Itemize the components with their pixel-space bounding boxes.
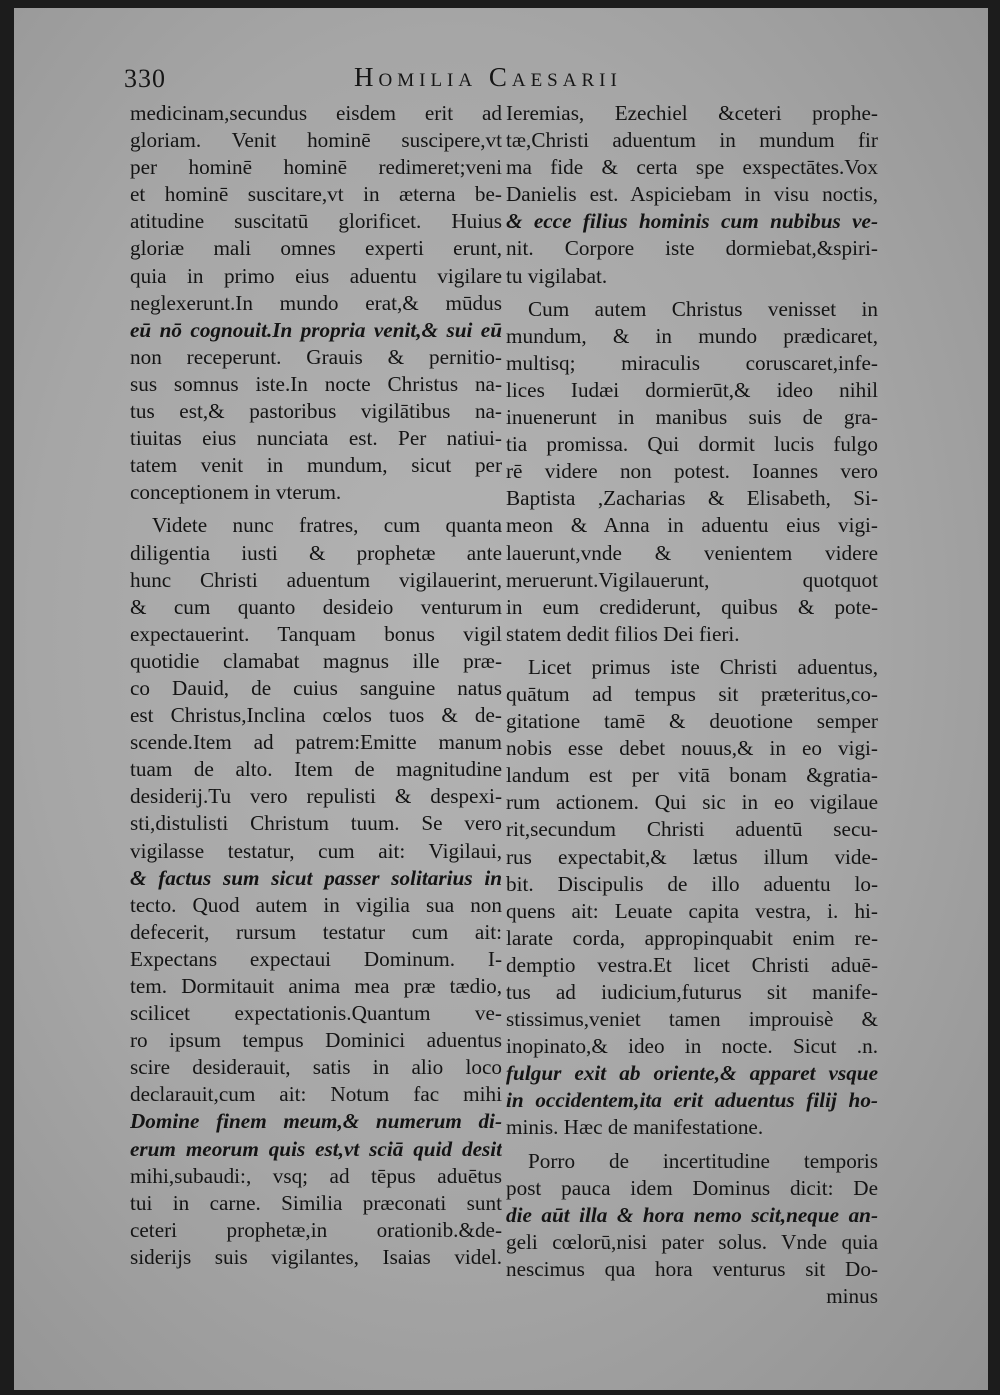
text-line: nescimus qua hora venturus sit Do- bbox=[506, 1256, 878, 1281]
text-line: in eum crediderunt, quibus & pote- bbox=[506, 594, 878, 619]
text-line: & ecce filius hominis cum nubibus ve- bbox=[506, 209, 878, 234]
page-number: 330 bbox=[124, 64, 166, 93]
text-line: tu vigilabat. bbox=[506, 263, 608, 288]
text-line: tui in carne. Similia præconati sunt bbox=[130, 1190, 502, 1215]
text-line: Expectans expectaui Dominum. I- bbox=[130, 946, 502, 971]
text-line: fulgur exit ab oriente,& apparet vsque bbox=[506, 1061, 878, 1086]
text-line: tatem venit in mundum, sicut per bbox=[130, 453, 502, 478]
text-line: tus est,& pastoribus vigilātibus na- bbox=[130, 399, 502, 424]
text-line: Licet primus iste Christi aduentus, bbox=[528, 654, 878, 679]
text-line: rit,secundum Christi aduentū secu- bbox=[506, 817, 878, 842]
text-line: & factus sum sicut passer solitarius in bbox=[130, 865, 502, 890]
text-line: vigilasse testatur, cum ait: Vigilaui, bbox=[130, 838, 502, 863]
text-line: tia promissa. Qui dormit lucis fulgo bbox=[506, 432, 878, 457]
text-line: ma fide & certa spe exspectātes.Vox bbox=[506, 155, 878, 180]
text-line: eū nō cognouit.In propria venit,& sui eū bbox=[130, 317, 502, 342]
text-line: nobis esse debet nouus,& in eo vigi- bbox=[506, 736, 878, 761]
text-line: et hominē suscitare,vt in æterna be- bbox=[130, 182, 502, 207]
text-line: stissimus,veniet tamen improuisè & bbox=[506, 1007, 878, 1032]
text-line: larate corda, appropinquabit enim re- bbox=[506, 925, 878, 950]
text-line: & cum quanto desideio venturum bbox=[130, 594, 502, 619]
text-line: gloriæ mali omnes experti erunt, bbox=[130, 236, 502, 261]
text-line: lauerunt,vnde & venientem videre bbox=[506, 540, 878, 565]
text-line: scire desiderauit, satis in alio loco bbox=[130, 1055, 502, 1080]
text-line: neglexerunt.In mundo erat,& mūdus bbox=[130, 290, 502, 315]
text-line: inuenerunt in manibus suis de gra- bbox=[506, 405, 878, 430]
text-line: quens ait: Leuate capita vestra, i. hi- bbox=[506, 898, 878, 923]
text-line: bit. Discipulis de illo aduentu lo- bbox=[506, 871, 878, 896]
text-line: non receperunt. Grauis & pernitio- bbox=[130, 344, 502, 369]
text-line: statem dedit filios Dei fieri. bbox=[506, 621, 740, 646]
text-line: erum meorum quis est,vt sciā quid desit bbox=[130, 1136, 502, 1161]
left-text-column bbox=[130, 100, 502, 1271]
text-line: rum actionem. Qui sic in eo vigilaue bbox=[506, 790, 878, 815]
text-line: Cum autem Christus venisset in bbox=[528, 296, 878, 321]
text-line: rus expectabit,& lætus illum vide- bbox=[506, 844, 878, 869]
text-line: tiuitas eius nunciata est. Per natiui- bbox=[130, 426, 502, 451]
text-line: Baptista ,Zacharias & Elisabeth, Si- bbox=[506, 486, 878, 511]
text-line: Danielis est. Aspiciebam in visu noctis, bbox=[506, 182, 878, 207]
text-line: est Christus,Inclina cœlos tuos & de- bbox=[130, 703, 502, 728]
text-line: declarauit,cum ait: Notum fac mihi bbox=[130, 1082, 502, 1107]
text-line: demptio vestra.Et licet Christi aduē- bbox=[506, 952, 878, 977]
text-line: quotidie clamabat magnus ille præ- bbox=[130, 648, 502, 673]
text-line: Domine finem meum,& numerum di- bbox=[130, 1109, 502, 1134]
text-line: tecto. Quod autem in vigilia sua non bbox=[130, 892, 502, 917]
text-line: siderijs suis vigilantes, Isaias videl. bbox=[130, 1244, 502, 1269]
text-line: ro ipsum tempus Dominici aduentus bbox=[130, 1028, 502, 1053]
text-line: tus ad iudicium,futurus sit manife- bbox=[506, 980, 878, 1004]
text-line: gloriam. Venit hominē suscipere,vt bbox=[130, 128, 502, 153]
running-title: Homilia Caesarii bbox=[354, 62, 622, 92]
text-line: mundum, & in mundo prædicaret, bbox=[506, 323, 878, 348]
text-line: post pauca idem Dominus dicit: De bbox=[506, 1175, 878, 1200]
text-line: hunc Christi aduentum vigilauerint, bbox=[130, 567, 502, 592]
text-line: co Dauid, de cuius sanguine natus bbox=[130, 675, 502, 700]
text-line: geli cœlorū,nisi pater solus. Vnde quia bbox=[506, 1229, 878, 1254]
book-page bbox=[14, 8, 988, 1390]
text-line: minus bbox=[826, 1284, 878, 1309]
text-line: Ieremias, Ezechiel &ceteri prophe- bbox=[506, 101, 878, 125]
text-line: per hominē hominē redimeret;veni bbox=[130, 155, 502, 180]
text-line: scilicet expectationis.Quantum ve- bbox=[130, 1001, 502, 1026]
right-text-column bbox=[506, 100, 878, 1310]
text-line: mihi,subaudi:, vsq; ad tēpus aduētus bbox=[130, 1163, 502, 1188]
text-line: sti,distulisti Christum tuum. Se vero bbox=[130, 811, 502, 836]
text-line: in occidentem,ita erit aduentus filij ho- bbox=[506, 1088, 878, 1113]
text-line: lices Iudæi dormierūt,& ideo nihil bbox=[506, 377, 878, 402]
text-line: meon & Anna in aduentu eius vigi- bbox=[506, 513, 878, 538]
text-line: conceptionem in vterum. bbox=[130, 480, 342, 505]
text-line: landum est per vitā bonam &gratia- bbox=[506, 763, 878, 788]
text-line: expectauerint. Tanquam bonus vigil bbox=[130, 621, 502, 646]
text-line: multisq; miraculis coruscaret,infe- bbox=[506, 350, 878, 375]
text-line: tæ,Christi aduentum in mundum fir bbox=[506, 128, 878, 153]
text-line: quātum ad tempus sit præteritus,co- bbox=[506, 681, 878, 706]
text-line: nit. Corpore iste dormiebat,&spiri- bbox=[506, 236, 878, 261]
text-line: gitatione tamē & deuotione semper bbox=[506, 709, 878, 734]
text-line: defecerit, rursum testatur cum ait: bbox=[130, 919, 502, 944]
text-line: minis. Hæc de manifestatione. bbox=[506, 1115, 764, 1140]
text-line: ceteri prophetæ,in orationib.&de- bbox=[130, 1217, 502, 1242]
text-line: desiderij.Tu vero repulisti & despexi- bbox=[130, 784, 502, 809]
text-line: sus somnus iste.In nocte Christus na- bbox=[130, 371, 502, 396]
text-line: atitudine suscitatū glorificet. Huius bbox=[130, 209, 502, 234]
text-line: Porro de incertitudine temporis bbox=[528, 1148, 878, 1173]
text-line: Videte nunc fratres, cum quanta bbox=[152, 513, 502, 538]
text-line: tem. Dormitauit anima mea præ tædio, bbox=[130, 974, 502, 998]
text-line: medicinam,secundus eisdem erit ad bbox=[130, 101, 502, 125]
text-line: inopinato,& ideo in nocte. Sicut .n. bbox=[506, 1034, 878, 1059]
text-line: diligentia iusti & prophetæ ante bbox=[130, 540, 502, 565]
text-line: die aūt illa & hora nemo scit,neque an- bbox=[506, 1202, 878, 1227]
text-line: meruerunt.Vigilauerunt, quotquot bbox=[506, 567, 878, 592]
text-line: tuam de alto. Item de magnitudine bbox=[130, 757, 502, 782]
text-line: quia in primo eius aduentu vigilare bbox=[130, 263, 502, 288]
text-line: scende.Item ad patrem:Emitte manum bbox=[130, 730, 502, 755]
text-line: rē videre non potest. Ioannes vero bbox=[506, 459, 878, 484]
